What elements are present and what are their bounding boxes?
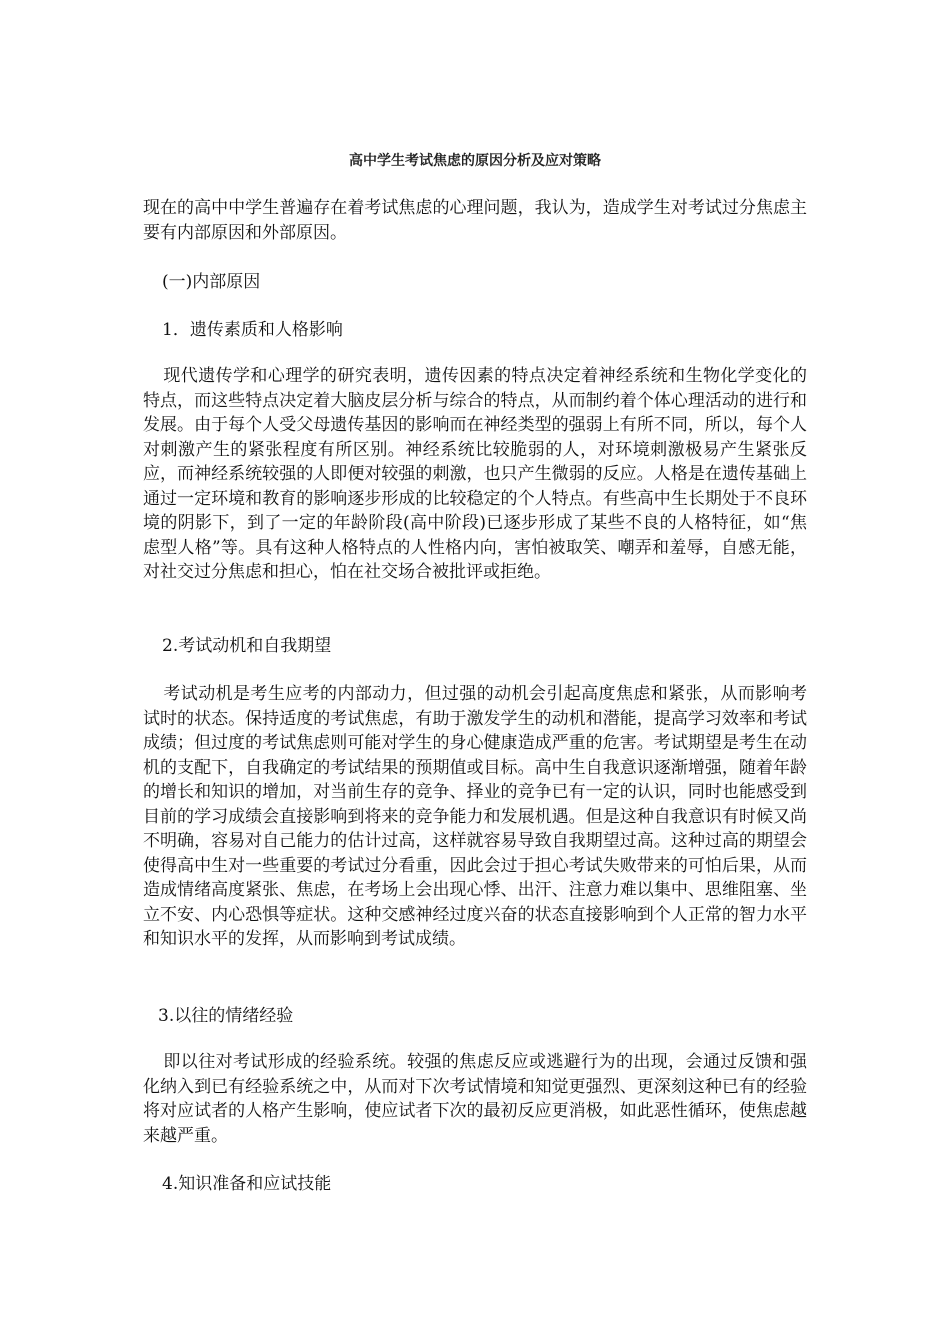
document-title: 高中学生考试焦虑的原因分析及应对策略 (349, 153, 601, 169)
intro-paragraph: 现在的高中中学生普遍存在着考试焦虑的心理问题，我认为，造成学生对考试过分焦虑主要有内部原因和外部原因。 (143, 198, 807, 243)
item-body-1: 现代遗传学和心理学的研究表明，遗传因素的特点决定着神经系统和生物化学变化的特点，而这些特点决定着大脑皮层分析与综合的特点，从而制约着个体心理活动的进行和发展。由于每个人受父母遗传基因的影响而在神经类型的强弱上有所不同，所以，每个人对刺激产生的紧张程度有所区别。神经系统比较脆弱的人，对环境刺激极易产生紧张反应，而神经系统较强的人即便对较强的刺激，也只产生微弱的反应。人格是在遗传基础上通过一定环境和教育的影响逐步形成的比较稳定的个人特点。有些高中生长期处于不良环境的阴影下，到了一定的年龄阶段(高中阶段)已逐步形成了某些不良的人格特征，如“焦虑型人格”等。具有这种人格特点的人性格内向，害怕被取笑、嘲弄和羞辱，自感无能，对社交过分焦虑和担心，怕在社交场合被批评或拒绝。 (143, 366, 807, 582)
item-body-2: 考试动机是考生应考的内部动力，但过强的动机会引起高度焦虑和紧张，从而影响考试时的状态。保持适度的考试焦虑，有助于激发学生的动机和潜能，提高学习效率和考试成绩；但过度的考试焦虑则可能对学生的身心健康造成严重的危害。考试期望是考生在动机的支配下，自我确定的考试结果的预期值或目标。高中生自我意识逐渐增强，随着年龄的增长和知识的增加，对当前生存的竞争、择业的竞争已有一定的认识，同时也能感受到目前的学习成绩会直接影响到将来的竞争能力和发展机遇。但是这种自我意识有时候又尚不明确，容易对自己能力的估计过高，这样就容易导致自我期望过高。这种过高的期望会使得高中生对一些重要的考试过分看重，因此会过于担心考试失败带来的可怕后果，从而造成情绪高度紧张、焦虑，在考场上会出现心悸、出汗、注意力难以集中、思维阻塞、坐立不安、内心恐惧等症状。这种交感神经过度兴奋的状态直接影响到个人正常的智力水平和知识水平的发挥，从而影响到考试成绩。 (143, 684, 807, 949)
item-heading-1: 1．遗传素质和人格影响 (162, 320, 343, 340)
item-heading-4: 4.知识准备和应试技能 (162, 1174, 332, 1194)
item-heading-3: 3.以往的情绪经验 (158, 1006, 294, 1026)
section-heading-internal-causes: (一)内部原因 (162, 272, 261, 292)
item-body-3: 即以往对考试形成的经验系统。较强的焦虑反应或逃避行为的出现，会通过反馈和强化纳入到已有经验系统之中，从而对下次考试情境和知觉更强烈、更深刻这种已有的经验将对应试者的人格产生影响，使应试者下次的最初反应更消极，如此恶性循环，使焦虑越来越严重。 (143, 1052, 807, 1146)
item-heading-2: 2.考试动机和自我期望 (162, 636, 332, 656)
